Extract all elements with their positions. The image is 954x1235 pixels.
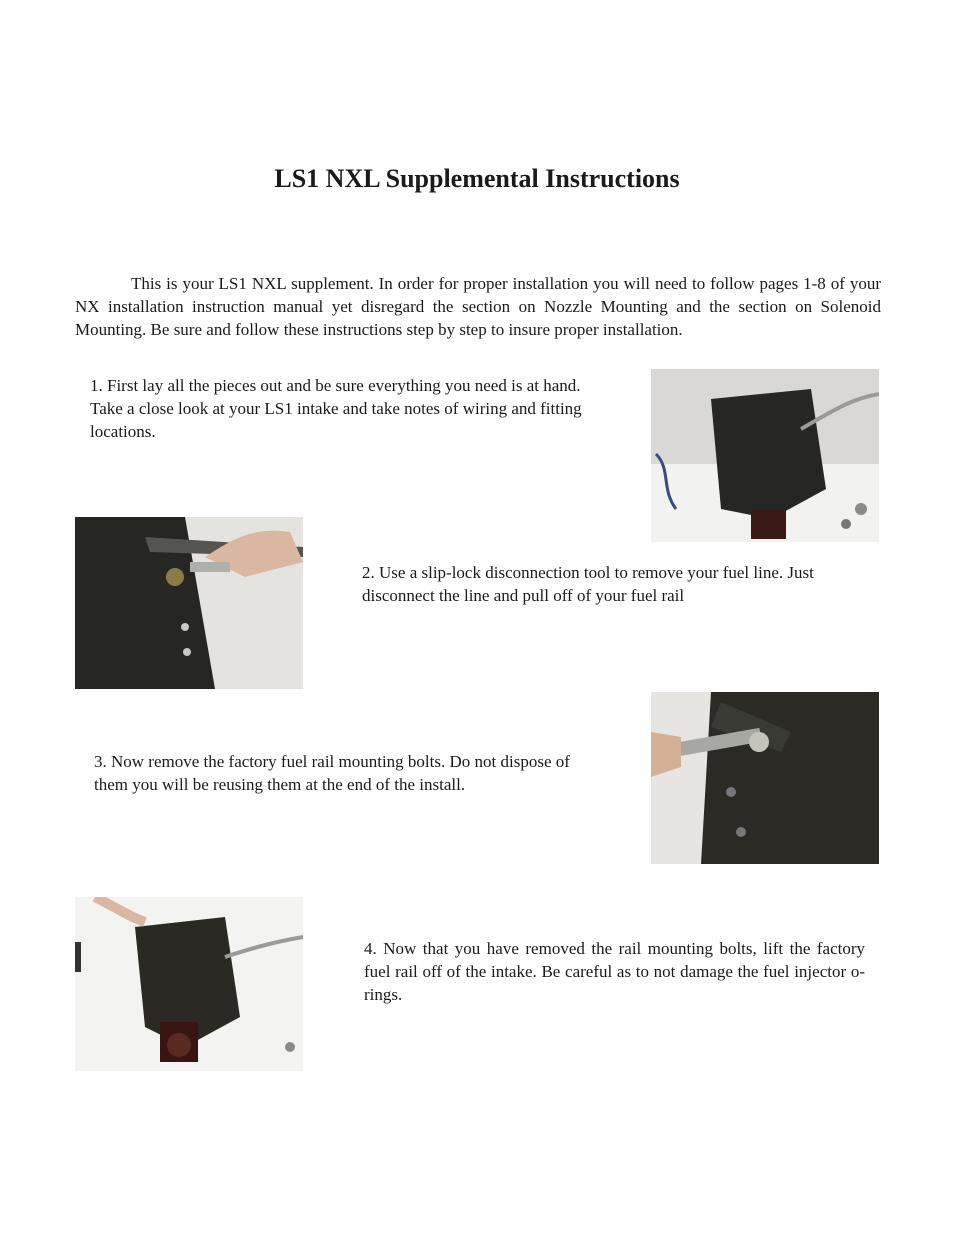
step-2-text: 2. Use a slip-lock disconnection tool to remove your fuel line. Just disconnect the line and pull off of your fuel rail xyxy=(362,563,814,605)
step-4-text: 4. Now that you have removed the rail mounting bolts, lift the factory fuel rail off of the intake. Be careful as to not damage the fuel injector o-rings. xyxy=(364,939,865,1004)
step-2-photo-fuel-line-tool xyxy=(75,517,303,689)
intro-paragraph: This is your LS1 NXL supplement. In order for proper installation you will need to follow pages 1-8 of your NX installation instruction manual yet disregard the section on Nozzle Mounting and the section on Solenoid Mounting. Be sure and follow these instructions step by step to insure proper installation. xyxy=(75,274,881,339)
step-1-text: 1. First lay all the pieces out and be sure everything you need is at hand. Take a close look at your LS1 intake and take notes of wiring and fitting locations. xyxy=(90,376,582,441)
step-1-photo-intake-parts-laid-out xyxy=(651,369,879,542)
page-title: LS1 NXL Supplemental Instructions xyxy=(274,164,680,193)
step-3-photo-removing-bolts xyxy=(651,692,879,864)
step-4-photo-lifting-fuel-rail xyxy=(75,897,303,1071)
step-3-text: 3. Now remove the factory fuel rail mounting bolts. Do not dispose of them you will be reusing them at the end of the install. xyxy=(94,752,570,794)
